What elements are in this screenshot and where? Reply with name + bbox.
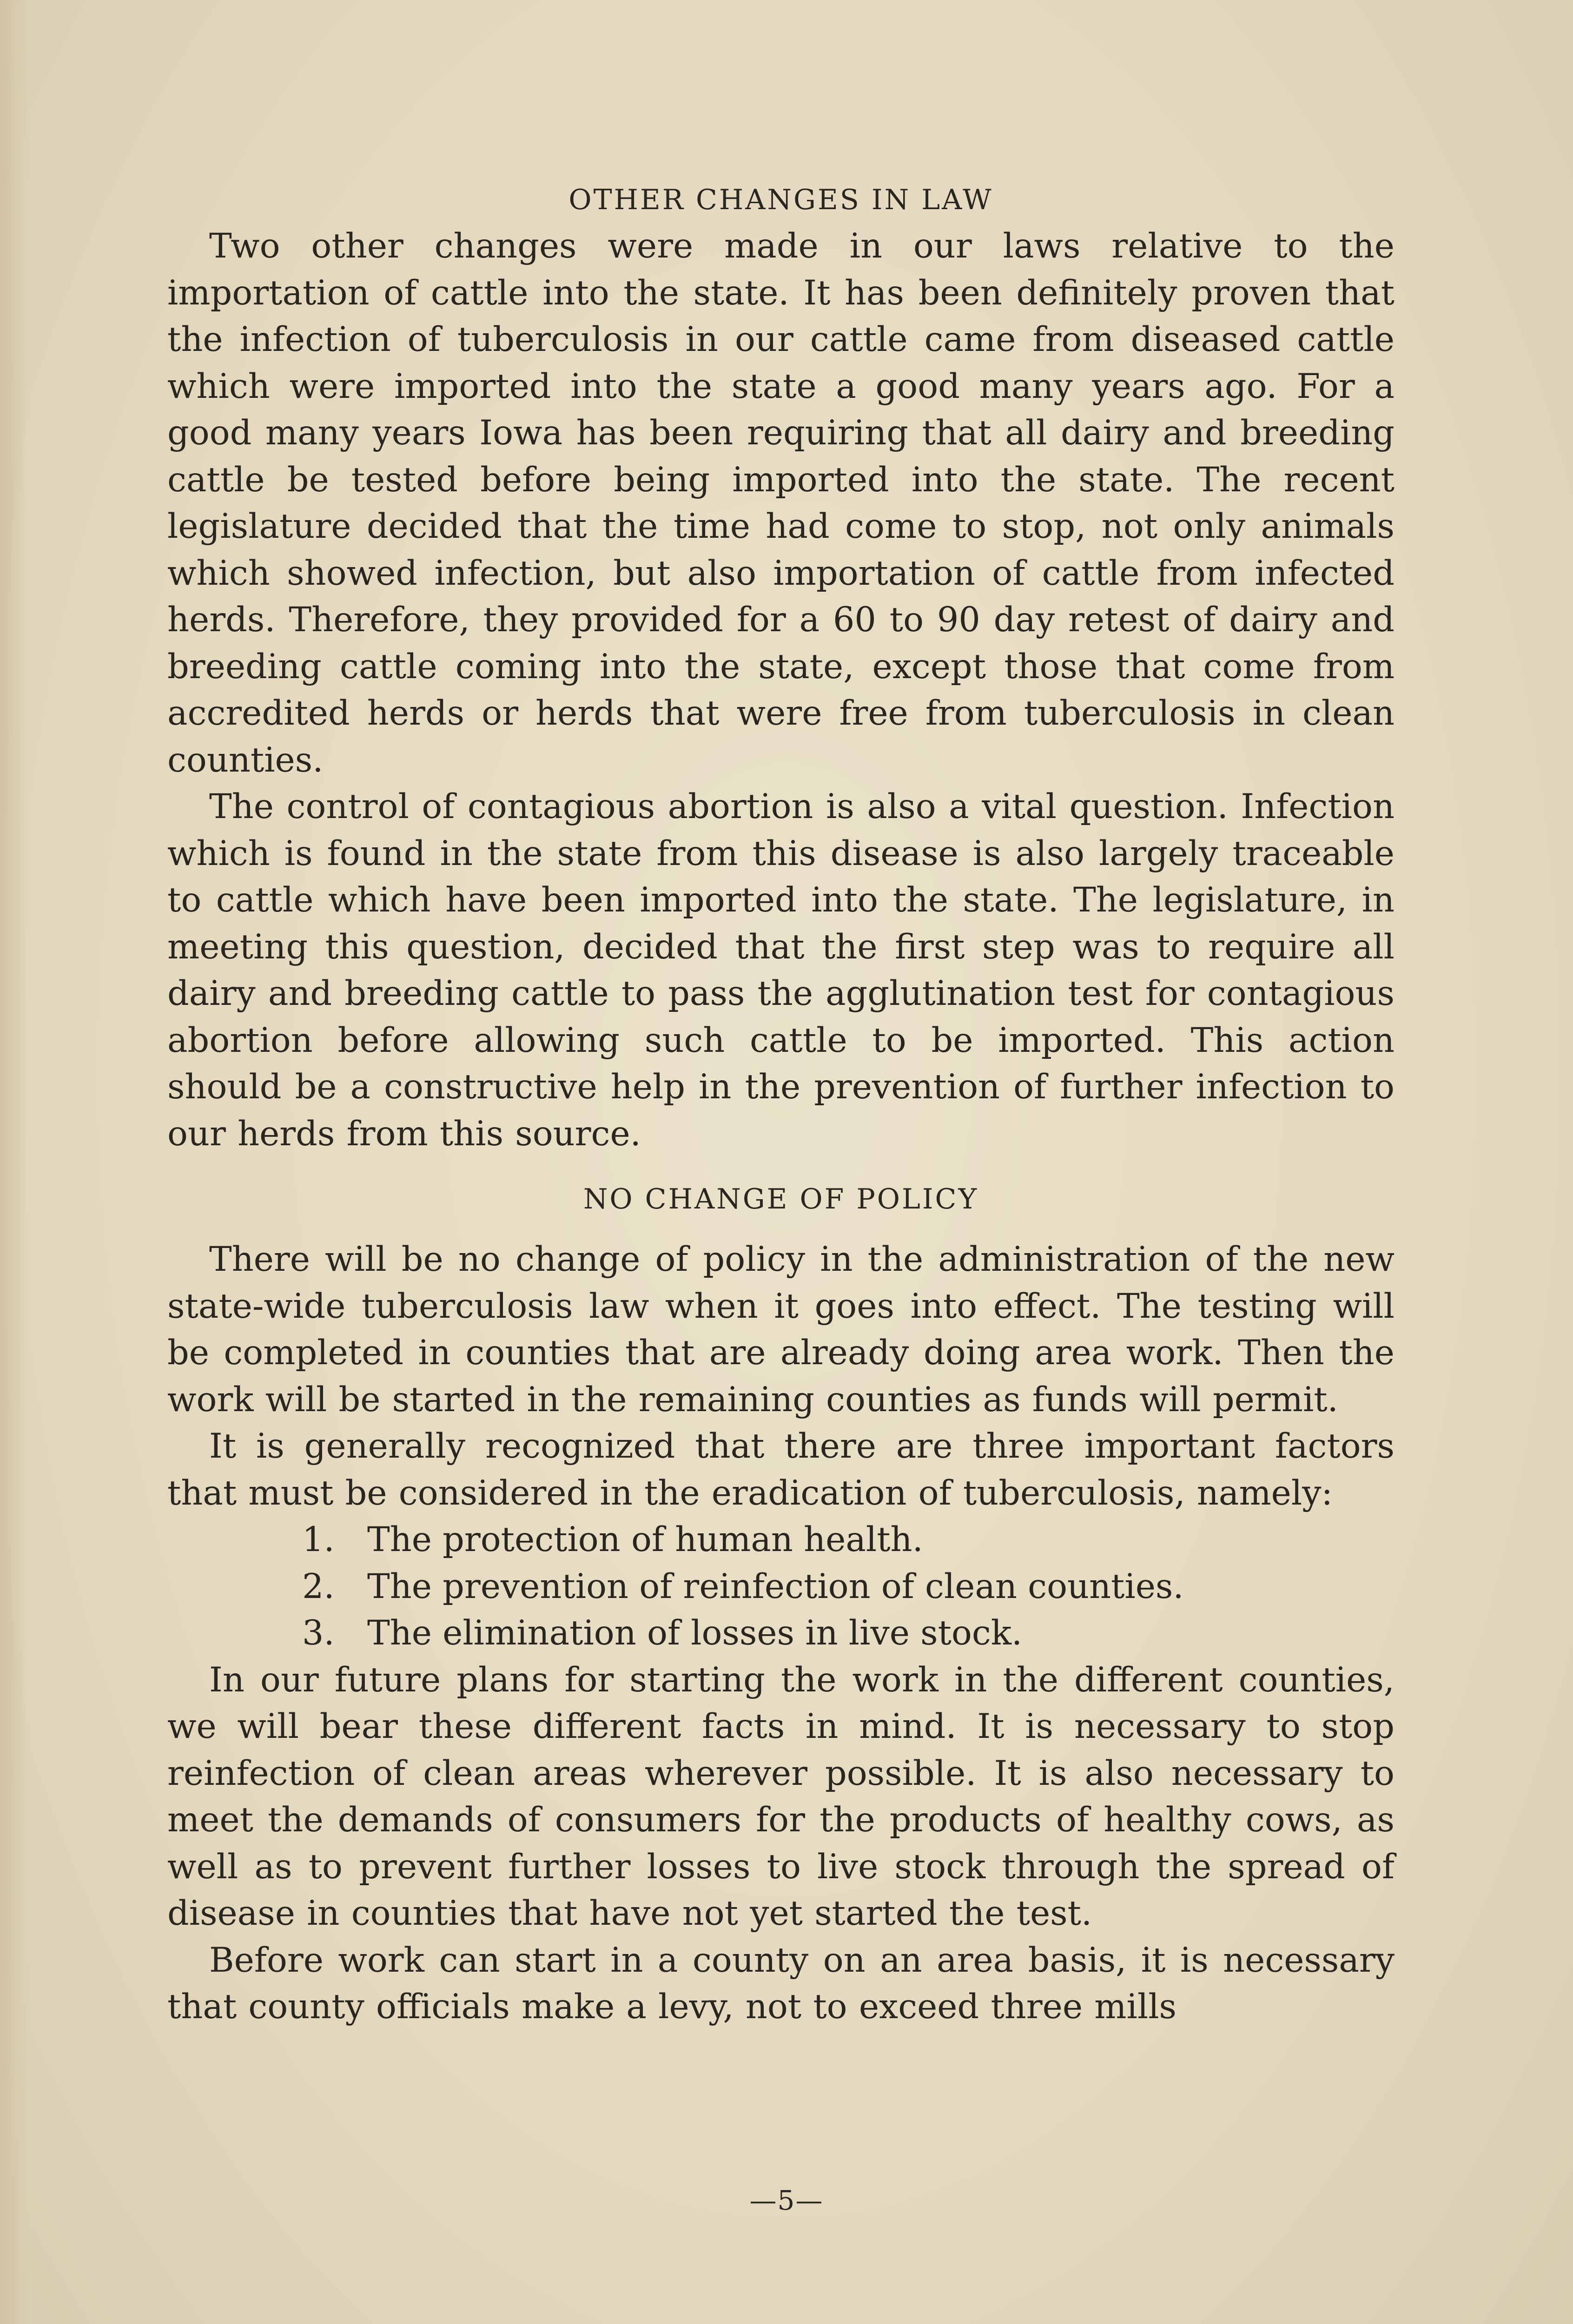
list-item-text: The protection of human health. [367, 1520, 923, 1559]
paragraph-policy: There will be no change of policy in the administration of the new state-wide tuberculosis law when it goes into effect. The testing will be completed in counties that are already doing area work. Then the work will be started in the remaining counties as funds will permit. [167, 1240, 1395, 1419]
page-number: —5— [749, 2185, 824, 2216]
list-item [302, 1564, 1395, 1611]
list-item [302, 1610, 1395, 1657]
page-edge-shadow [0, 0, 28, 2324]
paragraph-importation: Two other changes were made in our laws relative to the importation of cattle into the state. It has been definitely proven that the infection of tuberculosis in our cattle came from diseased cattle which were imported into the state a good many years ago. For a good many years Iowa has been requiring that all dairy and breeding cattle be tested before being imported into the state. The recent legislature decided that the time had come to stop, not only animals which showed infection, but also importation of cattle from infected herds. Therefore, they provided for a 60 to 90 day retest of dairy and breeding cattle coming into the state, except those that come from accredited herds or herds that were free from tuberculosis in clean counties. [167, 226, 1395, 780]
list-item-number: 3. [302, 1613, 335, 1653]
paragraph-abortion: The control of contagious abortion is also a vital question. Infection which is found in the state from this disease is also largely traceable to cattle which have been imported into the state. The legislature, in meeting this question, decided that the first step was to require all dairy and breeding cattle to pass the agglutination test for contagious abortion before allowing such cattle to be imported. This action should be a constructive help in the prevention of further infection to our herds from this source. [167, 787, 1395, 1154]
factors-list [167, 1517, 1395, 1657]
list-item-number: 1. [302, 1520, 335, 1559]
section-heading-other-changes: OTHER CHANGES IN LAW [568, 184, 993, 216]
list-item-text: The prevention of reinfection of clean counties. [367, 1566, 1184, 1606]
paragraph-county-levy: Before work can start in a county on an area basis, it is necessary that county officials make a levy, not to exceed three mills [167, 1940, 1395, 2027]
paragraph-factors-intro: It is generally recognized that there are three important factors that must be considered in the eradication of tuberculosis, namely: [167, 1426, 1395, 1513]
list-item-number: 2. [302, 1566, 335, 1606]
list-item-text: The elimination of losses in live stock. [367, 1613, 1023, 1653]
list-item [302, 1517, 1395, 1564]
section-heading-no-change: NO CHANGE OF POLICY [583, 1183, 979, 1215]
document-page [167, 177, 1395, 2268]
paragraph-future-plans: In our future plans for starting the work in the different counties, we will bear these different facts in mind. It is necessary to stop reinfection of clean areas wherever possible. It is also necessary to meet the demands of consumers for the products of healthy cows, as well as to prevent further losses to live stock through the spread of disease in counties that have not yet started the test. [167, 1660, 1395, 1933]
